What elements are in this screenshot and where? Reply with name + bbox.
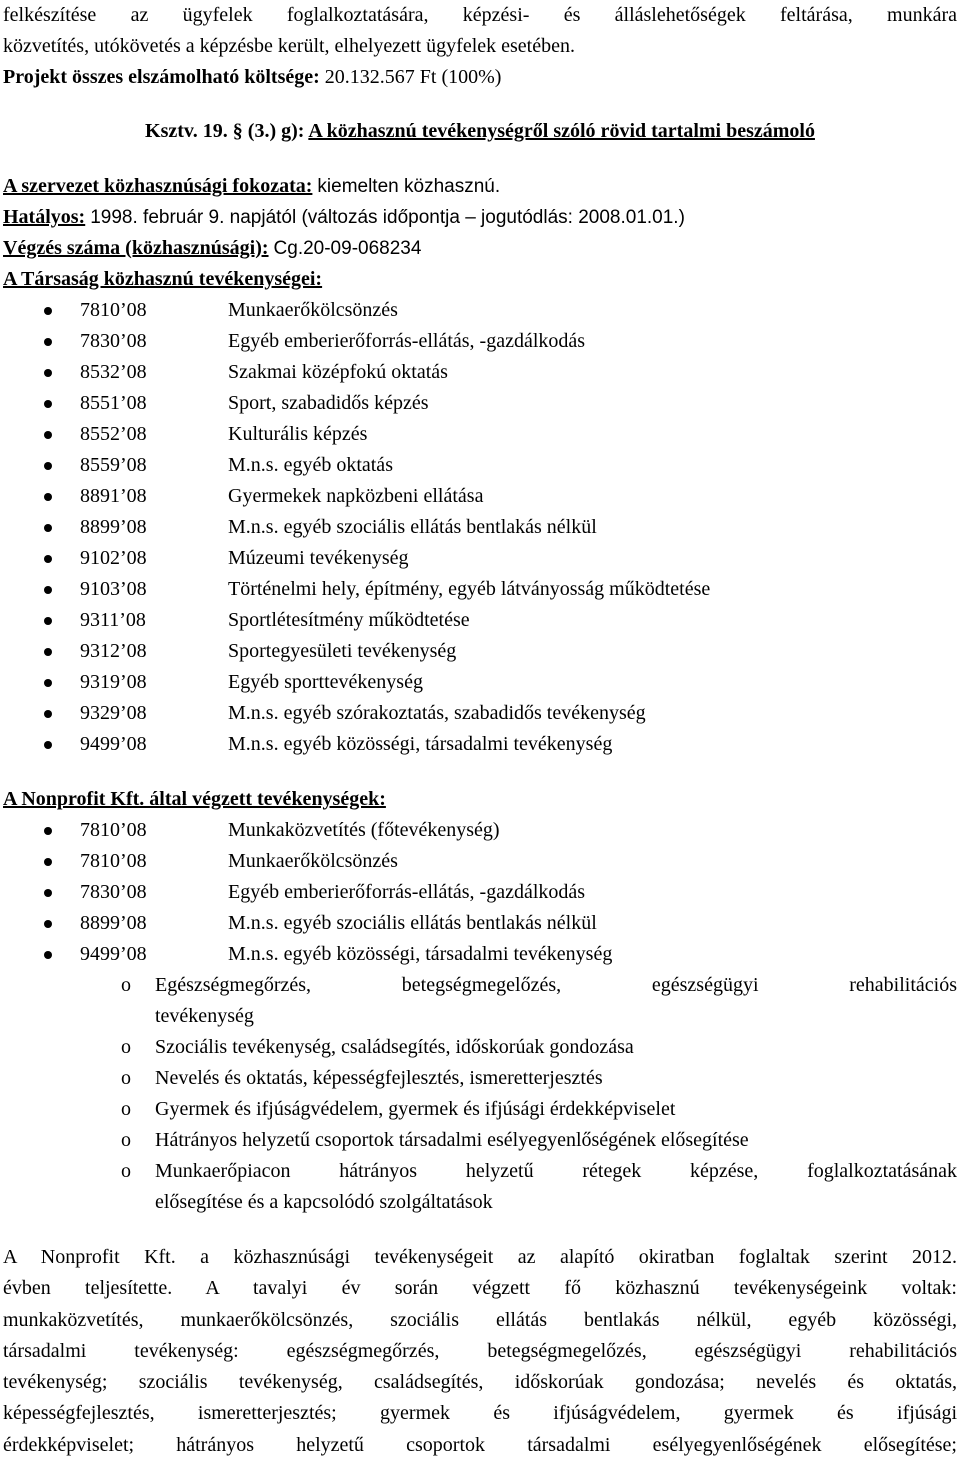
sub-item-text: Hátrányos helyzetű csoportok társadalmi esélyegyenlőségének elősegítése xyxy=(155,1129,749,1151)
bullet-icon xyxy=(44,648,52,656)
nonprofit-activity-row xyxy=(3,877,957,908)
circle-bullet-icon: o xyxy=(121,1036,131,1058)
bullet-icon xyxy=(44,617,52,625)
activity-row xyxy=(3,388,957,419)
activities-title: A Társaság közhasznú tevékenységei: xyxy=(3,268,323,290)
sub-item-text: Gyermek és ifjúságvédelem, gyermek és ifjúsági érdekképviselet xyxy=(155,1098,676,1120)
summary-line: évben teljesítette. A tavalyi év során végzett fő közhasznú tevékenységeink voltak: xyxy=(3,1277,957,1300)
activity-row xyxy=(3,605,957,636)
activity-row xyxy=(3,419,957,450)
effective-date xyxy=(3,202,957,233)
ruling-value: Cg.20-09-068234 xyxy=(273,238,422,259)
summary-line: munkaközvetítés, munkaerőkölcsönzés, szociális ellátás bentlakás nélkül, egyéb közösségi, xyxy=(3,1308,957,1331)
circle-bullet-icon: o xyxy=(121,974,131,996)
activity-code: 9102’08 xyxy=(80,547,147,569)
activity-row xyxy=(3,636,957,667)
activity-description: Munkaerőkölcsönzés xyxy=(228,299,398,321)
intro-line-2: közvetítés, utókövetés a képzésbe került, elhelyezett ügyfelek esetében. xyxy=(3,35,575,57)
bullet-icon xyxy=(44,858,52,866)
effective-label: Hatályos: xyxy=(3,206,86,228)
activity-description: Munkaközvetítés (főtevékenység) xyxy=(228,819,500,841)
ruling-number xyxy=(3,233,957,264)
heading-ref: Ksztv. 19. xyxy=(145,120,228,142)
bullet-icon xyxy=(44,889,52,897)
intro-line-1: felkészítése az ügyfelek foglalkoztatására, képzési- és álláslehetőségek feltárása, munkára xyxy=(3,4,957,26)
summary-paragraph xyxy=(3,1242,957,1461)
sub-item-text-cont: elősegítése és a kapcsolódó szolgáltatások xyxy=(155,1191,493,1213)
activity-description: Egyéb emberierőforrás-ellátás, -gazdálkodás xyxy=(228,881,586,903)
bullet-icon xyxy=(44,741,52,749)
activity-row xyxy=(3,481,957,512)
organization-info xyxy=(3,171,957,295)
nonprofit-activity-row xyxy=(3,815,957,846)
activity-code: 9103’08 xyxy=(80,578,147,600)
activity-code: 9319’08 xyxy=(80,671,147,693)
sub-item-text: Nevelés és oktatás, képességfejlesztés, ismeretterjesztés xyxy=(155,1067,603,1089)
activity-row xyxy=(3,450,957,481)
activity-code: 7830’08 xyxy=(80,330,147,352)
activity-row xyxy=(3,574,957,605)
nonprofit-activity-row xyxy=(3,908,957,939)
activity-description: Sportlétesítmény működtetése xyxy=(228,609,470,631)
nonprofit-activity-row xyxy=(3,846,957,877)
bullet-icon xyxy=(44,586,52,594)
summary-line: érdekképviselet; hátrányos helyzetű csoportok társadalmi esélyegyenlőségének elősegítése; xyxy=(3,1433,957,1456)
project-cost xyxy=(3,62,957,93)
activity-description: Kulturális képzés xyxy=(228,423,368,445)
bullet-icon xyxy=(44,920,52,928)
activity-description: Gyermekek napközbeni ellátása xyxy=(228,485,484,507)
activity-description: Egyéb emberierőforrás-ellátás, -gazdálkodás xyxy=(228,330,586,352)
sub-item-text: Egészségmegőrzés, betegségmegelőzés, egészségügyi rehabilitációs xyxy=(155,974,957,996)
activity-description: M.n.s. egyéb közösségi, társadalmi tevékenység xyxy=(228,733,613,755)
project-cost-label: Projekt összes elszámolható költsége: xyxy=(3,66,320,88)
bullet-icon xyxy=(44,462,52,470)
sub-item-text: Munkaerőpiacon hátrányos helyzetű rétegek képzése, foglalkoztatásának xyxy=(155,1160,957,1182)
activity-code: 8899’08 xyxy=(80,516,147,538)
activity-row xyxy=(3,326,957,357)
activity-description: Sportegyesületi tevékenység xyxy=(228,640,457,662)
activity-description: M.n.s. egyéb közösségi, társadalmi tevékenység xyxy=(228,943,613,965)
sub-list-item xyxy=(3,970,957,1032)
sub-list-item xyxy=(3,1125,957,1156)
bullet-icon xyxy=(44,369,52,377)
bullet-icon xyxy=(44,493,52,501)
activity-description: M.n.s. egyéb oktatás xyxy=(228,454,393,476)
activity-row xyxy=(3,512,957,543)
nonprofit-title: A Nonprofit Kft. által végzett tevékenységek: xyxy=(3,788,386,810)
activity-code: 9312’08 xyxy=(80,640,147,662)
level-value: kiemelten közhasznú. xyxy=(317,176,501,197)
activity-code: 8532’08 xyxy=(80,361,147,383)
nonprofit-activity-row xyxy=(3,939,957,970)
activity-description: Egyéb sporttevékenység xyxy=(228,671,423,693)
activity-code: 9499’08 xyxy=(80,733,147,755)
activity-code: 9499’08 xyxy=(80,943,147,965)
level-label: A szervezet közhasznúsági fokozata: xyxy=(3,175,313,197)
activity-description: M.n.s. egyéb szociális ellátás bentlakás nélkül xyxy=(228,912,597,934)
bullet-icon xyxy=(44,307,52,315)
summary-line: A Nonprofit Kft. a közhasznúsági tevékenységeit az alapító okiratban foglaltak szerint 2012. xyxy=(3,1246,957,1268)
activity-code: 7810’08 xyxy=(80,850,147,872)
bullet-icon xyxy=(44,710,52,718)
heading-section: § (3.) g): xyxy=(232,120,305,142)
activity-description: M.n.s. egyéb szórakoztatás, szabadidős tevékenység xyxy=(228,702,646,724)
circle-bullet-icon: o xyxy=(121,1129,131,1151)
activity-description: M.n.s. egyéb szociális ellátás bentlakás nélkül xyxy=(228,516,597,538)
activity-row xyxy=(3,357,957,388)
activity-code: 9311’08 xyxy=(80,609,146,631)
bullet-icon xyxy=(44,951,52,959)
public-benefit-level xyxy=(3,171,957,202)
activity-code: 7810’08 xyxy=(80,299,147,321)
activity-code: 8551’08 xyxy=(80,392,147,414)
ruling-label: Végzés száma (közhasznúsági): xyxy=(3,237,269,259)
sub-item-text-cont: tevékenység xyxy=(155,1005,254,1027)
circle-bullet-icon: o xyxy=(121,1160,131,1182)
summary-line: tevékenység; szociális tevékenység, családsegítés, időskorúak gondozása; nevelés és oktatás, xyxy=(3,1371,957,1394)
bullet-icon xyxy=(44,679,52,687)
activity-description: Munkaerőkölcsönzés xyxy=(228,850,398,872)
activity-description: Sport, szabadidős képzés xyxy=(228,392,429,414)
bullet-icon xyxy=(44,555,52,563)
activity-description: Múzeumi tevékenység xyxy=(228,547,409,569)
activity-code: 7810’08 xyxy=(80,819,147,841)
activity-row xyxy=(3,543,957,574)
section-heading xyxy=(3,93,957,171)
activities-list xyxy=(3,295,957,760)
activity-row xyxy=(3,667,957,698)
nonprofit-activities-list xyxy=(3,815,957,970)
activity-code: 7830’08 xyxy=(80,881,147,903)
effective-value: 1998. február 9. napjától (változás időpontja – jogutódlás: 2008.01.01.) xyxy=(90,207,685,228)
sub-list-item xyxy=(3,1032,957,1063)
summary-line: társadalmi tevékenység: egészségmegőrzés, betegségmegelőzés, egészségügyi rehabilitációs xyxy=(3,1339,957,1362)
nonprofit-sub-list xyxy=(3,970,957,1218)
activity-code: 8899’08 xyxy=(80,912,147,934)
activity-row xyxy=(3,729,957,760)
activity-code: 9329’08 xyxy=(80,702,147,724)
activity-code: 8559’08 xyxy=(80,454,147,476)
bullet-icon xyxy=(44,338,52,346)
activity-description: Szakmai középfokú oktatás xyxy=(228,361,448,383)
sub-item-text: Szociális tevékenység, családsegítés, időskorúak gondozása xyxy=(155,1036,634,1058)
sub-list-item xyxy=(3,1094,957,1125)
heading-title: A közhasznú tevékenységről szóló rövid tartalmi beszámoló xyxy=(308,120,815,142)
activity-code: 8891’08 xyxy=(80,485,147,507)
sub-list-item xyxy=(3,1156,957,1218)
sub-list-item xyxy=(3,1063,957,1094)
intro-paragraph xyxy=(3,0,957,93)
project-cost-value: 20.132.567 Ft (100%) xyxy=(324,66,502,88)
bullet-icon xyxy=(44,827,52,835)
activity-code: 8552’08 xyxy=(80,423,147,445)
bullet-icon xyxy=(44,400,52,408)
activity-row xyxy=(3,295,957,326)
activity-description: Történelmi hely, építmény, egyéb látványosság működtetése xyxy=(228,578,711,600)
bullet-icon xyxy=(44,431,52,439)
summary-line: képességfejlesztés, ismeretterjesztés; gyermek és ifjúságvédelem, gyermek és ifjúsági xyxy=(3,1402,957,1425)
bullet-icon xyxy=(44,524,52,532)
circle-bullet-icon: o xyxy=(121,1098,131,1120)
circle-bullet-icon: o xyxy=(121,1067,131,1089)
activity-row xyxy=(3,698,957,729)
